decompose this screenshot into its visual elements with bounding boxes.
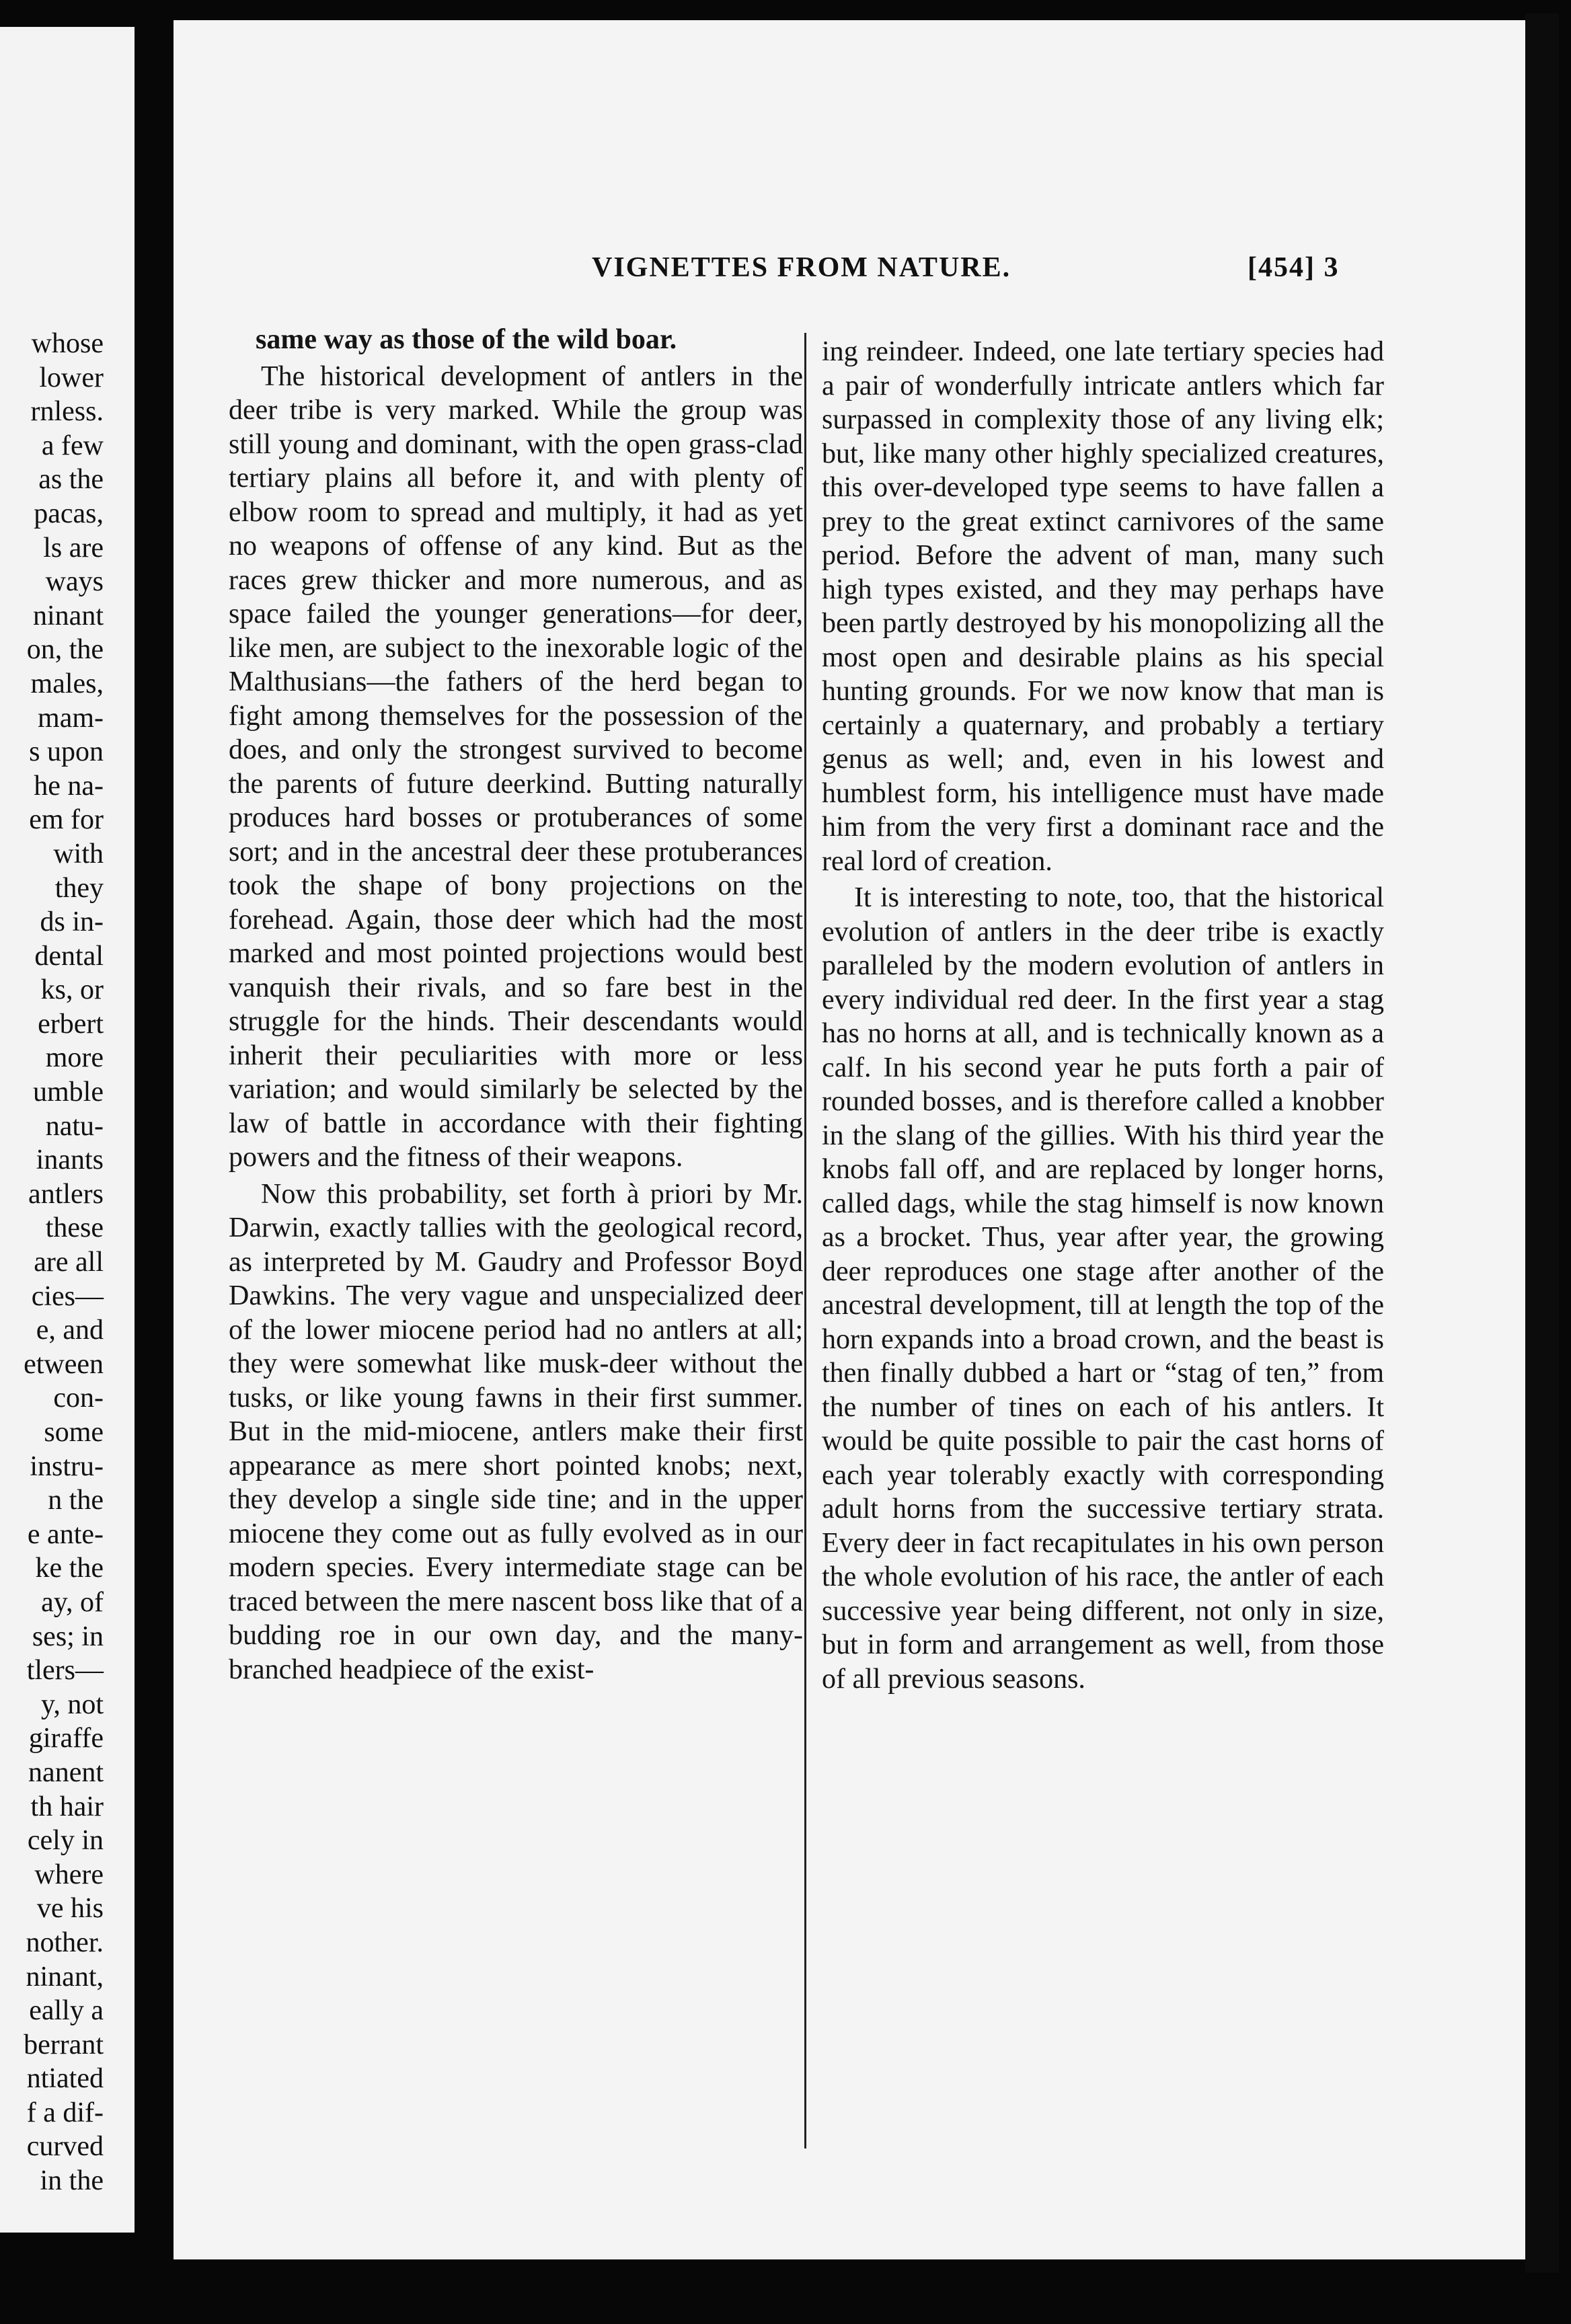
previous-page-text — [0, 327, 104, 2198]
previous-page-line: giraffe — [28, 1723, 104, 1754]
previous-page-line: ntiated — [26, 2063, 104, 2095]
previous-page-line: nother. — [26, 1927, 104, 1958]
page-number: [454] 3 — [1248, 252, 1340, 283]
previous-page-line: ses; in — [32, 1621, 104, 1652]
previous-page-line: males, — [30, 668, 104, 699]
previous-page-line: whose — [31, 328, 104, 359]
previous-page-line: eally a — [29, 1995, 104, 2027]
paragraph: It is interesting to note, too, that the historical evolution of antlers in the deer tribe is exactly paralleled by the modern evolution of antlers in every individual red deer. In the first year a stag has no horns at all, and is technically known as a calf. In his second year he puts forth a pair of rounded bosses, and is therefore called a knobber in the slang of the gillies. With his third year the knobs fall off, and are replaced by longer horns, called dags, while the stag himself is now known as a brocket. Thus, year after year, the growing deer reproduces one stage after another of the ancestral development, till at length the top of the horn expands into a broad crown, and the beast is then finally dubbed a hart or “stag of ten,” from the number of tines on each of his antlers. It would be quite possible to pair the cast horns of each year tolerably exactly with corresponding adult horns from the successive tertiary strata. Every deer in fact recapitulates in his own person the whole evolution of his race, the antler of each successive year being different, not only in size, but in form and arrangement as well, from those of all previous seasons. — [822, 882, 1384, 1695]
previous-page-line: as the — [38, 464, 104, 496]
previous-page-line: he na- — [34, 770, 104, 802]
previous-page-line: ninant, — [26, 1961, 104, 1992]
previous-page-line: inants — [36, 1145, 104, 1176]
previous-page-line: where — [34, 1859, 104, 1890]
previous-page-line: mam- — [38, 702, 104, 734]
previous-page-line: ds in- — [40, 906, 104, 938]
previous-page-line: some — [44, 1417, 104, 1448]
page-edge-shadow — [1525, 13, 1559, 2273]
previous-page-line: th hair — [30, 1791, 104, 1822]
previous-page-line: these — [45, 1212, 104, 1244]
paragraph: The historical development of antlers in the deer tribe is very marked. While the group was still young and dominant, with the open grass-clad tertiary plains all before it, and with plenty of elbow room to spread and multiply, it had as yet no weapons of offense of any kind. But as the races grew thicker and more numerous, and as space failed the younger generations—for deer, like men, are subject to the inexorable logic of the Malthusians—the fathers of the herd began to fight among themselves for the possession of the does, and only the strongest survived to become the parents of future deerkind. Butting naturally produces hard bosses or protuberances of some sort; and in the ancestral deer these protuberances took the shape of bony projections on the forehead. Again, those deer which had the most marked and most pointed projections would best vanquish their rivals, and so fare best in the struggle for the hinds. Their descendants would inherit their peculiarities with more or less variation; and would similarly be selected by the law of battle in accordance with their fighting powers and the fitness of their weapons. — [229, 360, 803, 1173]
previous-page-line: ve his — [36, 1893, 104, 1925]
previous-page-line: cies— — [31, 1280, 104, 1312]
previous-page-line: natu- — [45, 1110, 104, 1142]
paragraph-continuation: same way as those of the wild boar. — [256, 324, 677, 355]
right-column — [822, 335, 1384, 1696]
previous-page-line: dental — [34, 940, 104, 972]
previous-page-line: f a dif- — [26, 2097, 104, 2128]
previous-page-line: ke the — [35, 1553, 104, 1584]
previous-page-line: ay, of — [41, 1586, 104, 1618]
previous-page-line: berrant — [24, 2029, 104, 2060]
previous-page-line: em for — [29, 804, 104, 836]
previous-page-line: etween — [24, 1348, 104, 1380]
previous-page-line: they — [54, 872, 104, 904]
previous-page-line: curved — [26, 2131, 104, 2163]
paragraph-continuation: ing reindeer. Indeed, one late tertiary species had a pair of wonderfully intricate antlers which far surpassed in complexity those of any living elk; but, like many other highly specialized creatures, this over-developed type seems to have fallen a prey to the great extinct carnivores of the same period. Before the advent of man, many such high types existed, and they may perhaps have been partly destroyed by his monopolizing all the most open and desirable plains as his special hunting grounds. For we now know that man is certainly a quaternary, and probably a tertiary genus as well; and, even in his lowest and humblest form, his intelligence must have made him from the very first a dominant race and the real lord of creation. — [822, 336, 1384, 877]
previous-page-line: cely in — [27, 1825, 104, 1857]
previous-page-line: e ante- — [27, 1518, 104, 1550]
previous-page-line: instru- — [30, 1450, 104, 1482]
column-rule — [804, 333, 806, 2148]
left-column — [229, 323, 803, 1687]
previous-page-line: ways — [45, 566, 104, 598]
previous-page-line: rnless. — [30, 396, 104, 428]
previous-page-line: con- — [53, 1383, 104, 1414]
previous-page-line: s upon — [29, 736, 104, 768]
previous-page-line: are all — [34, 1247, 104, 1278]
previous-page-line: antlers — [28, 1178, 104, 1210]
previous-page-line: in the — [40, 2165, 104, 2197]
previous-page-line: on, the — [26, 634, 104, 666]
previous-page-line: umble — [33, 1077, 104, 1108]
previous-page-line: a few — [41, 430, 104, 461]
previous-page-line: with — [53, 838, 104, 869]
previous-page-line: n the — [48, 1485, 104, 1516]
previous-page-line: ks, or — [40, 974, 104, 1006]
previous-page-line: ls are — [43, 532, 104, 564]
running-title: VIGNETTES FROM NATURE. — [592, 252, 1011, 283]
previous-page-line: ninant — [33, 600, 104, 631]
previous-page-line: tlers— — [26, 1655, 104, 1687]
previous-page-line: lower — [39, 362, 104, 393]
previous-page-line: erbert — [38, 1008, 104, 1040]
previous-page-line: nanent — [28, 1756, 104, 1788]
previous-page-line: y, not — [41, 1689, 104, 1720]
previous-page-strip — [0, 27, 135, 2233]
previous-page-line: more — [45, 1042, 104, 1074]
paragraph: Now this probability, set forth à priori by Mr. Darwin, exactly tallies with the geological record, as interpreted by M. Gaudry and Professor Boyd Dawkins. The very vague and unspecialized deer of the lower miocene period had no antlers at all; they were somewhat like musk-deer without the tusks, or like young fawns in their first summer. But in the mid-miocene, antlers make their first appearance as mere short pointed knobs; next, they develop a single side tine; and in the upper miocene they come out as fully evolved as in our modern species. Every intermediate stage can be traced between the mere nascent boss like that of a budding roe in our own day, and the many-branched headpiece of the exist- — [229, 1178, 803, 1685]
previous-page-line: pacas, — [34, 498, 104, 529]
previous-page-line: e, and — [36, 1315, 104, 1346]
